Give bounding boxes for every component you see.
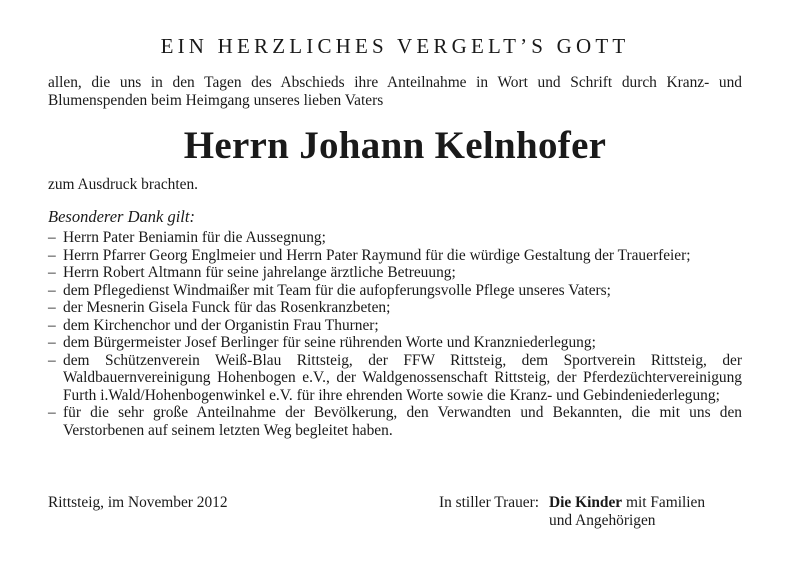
thanks-item [48, 299, 742, 317]
thanks-item [48, 282, 742, 300]
thanks-item [48, 229, 742, 247]
list-dash: – [48, 229, 56, 246]
list-dash: – [48, 351, 56, 369]
mourning-label: In stiller Trauer: [439, 494, 540, 511]
thanks-item-text: Herrn Pater Beniamin für die Aussegnung; [63, 229, 326, 246]
list-dash: – [48, 246, 56, 264]
thanks-item-text: dem Pflegedienst Windmaißer mit Team für die aufopferungsvolle Pflege unseres Vaters; [63, 281, 611, 299]
thanks-item [48, 352, 742, 405]
signers-rest-1: mit Familien [626, 494, 706, 511]
signers-rest-2: und Angehörigen [549, 512, 656, 529]
thanks-item [48, 334, 742, 352]
list-dash: – [48, 404, 56, 421]
thanks-item [48, 317, 742, 335]
thanks-item-text: Herrn Robert Altmann für seine jahrelange ärztliche Betreuung; [63, 264, 456, 281]
mourning-signature [439, 494, 705, 530]
thanks-item-text: der Mesnerin Gisela Funck für das Rosenkranzbeten; [63, 299, 391, 316]
notice-heading: EIN HERZLICHES VERGELT’S GOTT [160, 34, 630, 58]
list-dash: – [48, 299, 56, 316]
signers-line-1 [549, 494, 705, 512]
special-thanks-title: Besonderer Dank gilt: [48, 207, 195, 226]
list-dash: – [48, 316, 56, 334]
intro-text: allen, die uns in den Tagen des Abschieds ihre Anteilnahme in Wort und Schrift durch Kranz- und Blumenspenden beim Heimgang unseres lieben Vaters [48, 74, 742, 109]
signers-bold: Die Kinder [549, 494, 623, 511]
list-dash: – [48, 264, 56, 281]
closing-text: zum Ausdruck brachten. [48, 176, 199, 193]
list-dash: – [48, 281, 56, 299]
place-and-date: Rittsteig, im November 2012 [48, 494, 228, 511]
thanks-list [48, 229, 742, 439]
deceased-name: Herrn Johann Kelnhofer [183, 124, 607, 167]
mourning-signers [549, 494, 705, 530]
thanks-item [48, 264, 742, 282]
thanks-item-text: dem Kirchenchor und der Organistin Frau Thurner; [63, 316, 379, 334]
list-dash: – [48, 334, 56, 351]
thanks-item [48, 404, 742, 439]
thanks-item [48, 247, 742, 265]
thanks-item-text: für die sehr große Anteilnahme der Bevölkerung, den Verwandten und Bekannten, die mit uns den Verstorbenen auf seinem letzten Weg begleitet haben. [63, 404, 742, 439]
thanks-item-text: Herrn Pfarrer Georg Englmeier und Herrn Pater Raymund für die würdige Gestaltung der Trauerfeier; [63, 246, 691, 264]
thanks-item-text: dem Bürgermeister Josef Berlinger für seine rührenden Worte und Kranzniederlegung; [63, 334, 596, 351]
thanks-item-text: dem Schützenverein Weiß-Blau Rittsteig, der FFW Rittsteig, dem Sportverein Rittsteig, der Waldbauernvereinigung Hohenbogen e.V., der Waldgenossenschaft Rittsteig, der Pferdezüchtervereinigung Furth i.Wald/Hohenbogenwinkel e.V. für ihre ehrenden Worte sowie die Kranz- und Gebindeniederlegung; [63, 351, 742, 404]
